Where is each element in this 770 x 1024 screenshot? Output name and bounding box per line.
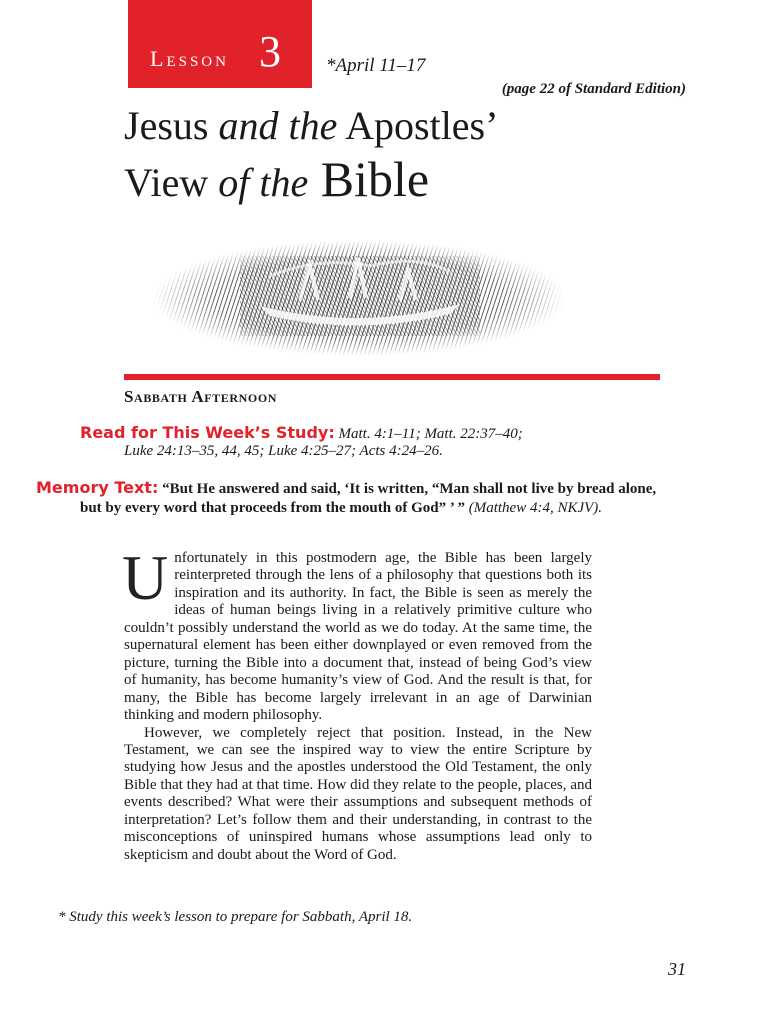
memory-citation: (Matthew 4:4, NKJV).	[464, 500, 603, 516]
read-refs-line2: Luke 24:13–35, 44, 45; Luke 4:25–27; Acts 4:24–26.	[124, 443, 443, 459]
lesson-body	[122, 542, 592, 864]
title-line-2: View of the Bible	[124, 151, 430, 207]
memory-verse: “But He answered and said, ‘It is written, “Man shall not live by bread alone, but by every word that proceeds from the mouth of God” ’ ”	[80, 481, 657, 516]
lesson-title	[124, 103, 499, 207]
memory-text	[36, 478, 664, 518]
body-paragraph-1: Unfortunately in this postmodern age, the Bible has been largely reinterpreted through the lens of a philosophy that questions both its inspiration and its authority. In fact, the Bible is seen as merely the ideas of human beings living in a relatively primitive culture who couldn’t possibly understand the world as we do today. At the same time, the supernatural element has been either downplayed or even removed from the picture, turning the Bible into a document that, instead of being God’s view of humanity, has become humanity’s view of God. And the result is that, for many, the Bible has become largely irrelevant in an age of Darwinian thinking and modern philosophy.	[122, 542, 592, 724]
section-heading: Sabbath Afternoon	[124, 387, 278, 406]
lesson-number: 3	[259, 27, 281, 76]
lesson-dates: *April 11–17	[326, 55, 426, 76]
section-divider	[124, 374, 660, 380]
drop-cap: U	[122, 542, 169, 613]
page-reference: (page 22 of Standard Edition)	[501, 81, 686, 97]
body-paragraph-2: However, we completely reject that position. Instead, in the New Testament, we can see the inspired way to view the entire Scripture by studying how Jesus and the apostles understood the Old Testament, the only Bible that they had at that time. How did they relate to the people, places, and events described? What were their assumptions and subsequent methods of interpretation? Let’s follow them and their understanding, in contrast to the misconceptions of uninspired humans whose assumptions lead only to skepticism and doubt about the Word of God.	[124, 724, 592, 863]
read-refs-line1: Matt. 4:1–11; Matt. 22:37–40;	[334, 426, 523, 442]
memory-label: Memory Text:	[36, 478, 159, 497]
engraved-boat-illustration	[150, 236, 568, 360]
footnote: * Study this week’s lesson to prepare for Sabbath, April 18.	[58, 909, 413, 925]
read-label: Read for This Week’s Study:	[80, 423, 335, 442]
title-line-1: Jesus and the Apostles’	[124, 103, 499, 148]
read-for-study	[80, 424, 660, 460]
lesson-label: Lesson	[150, 46, 229, 71]
page-number: 31	[668, 959, 686, 979]
lesson-banner	[128, 0, 312, 88]
